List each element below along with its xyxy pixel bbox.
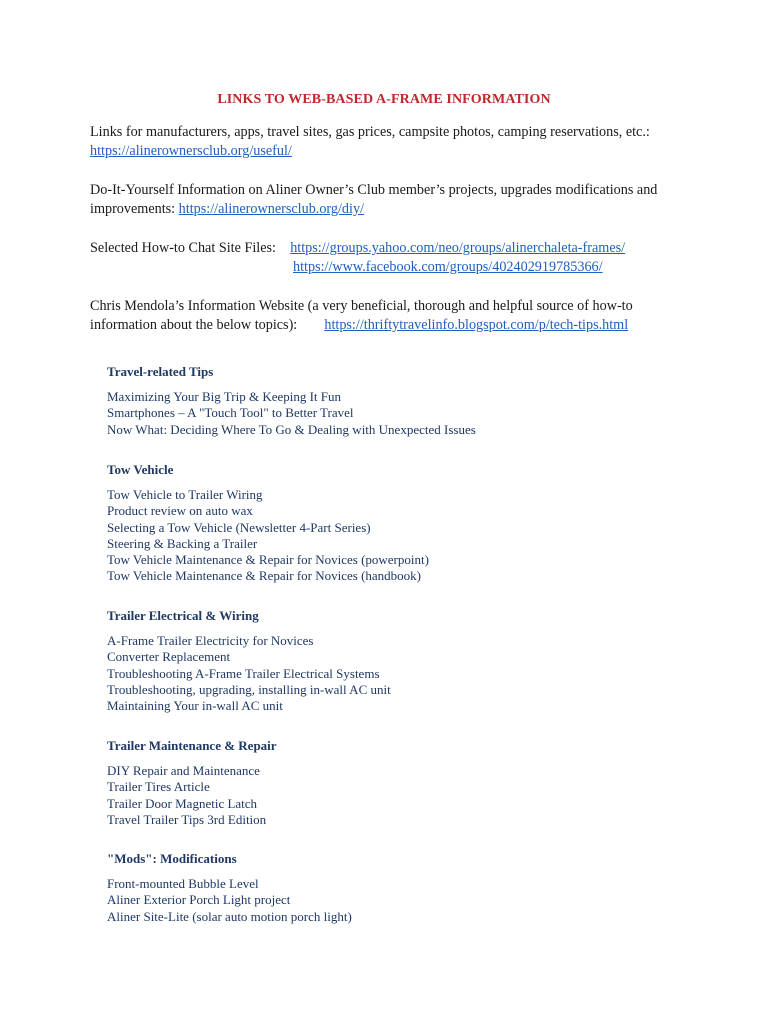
list-item[interactable]: Steering & Backing a Trailer — [107, 535, 258, 551]
thrifty-travel-link[interactable]: https://thriftytravelinfo.blogspot.com/p/tech-tips.html — [324, 317, 629, 333]
useful-links-paragraph — [90, 123, 690, 161]
section-title: Tow Vehicle — [107, 462, 174, 477]
list-item[interactable]: Troubleshooting A-Frame Trailer Electrical Systems — [107, 665, 380, 681]
list-item[interactable]: Product review on auto wax — [107, 503, 253, 519]
list-item[interactable]: Maintaining Your in-wall AC unit — [107, 698, 283, 714]
section-title: Trailer Maintenance & Repair — [107, 738, 277, 753]
list-item[interactable]: Trailer Tires Article — [107, 779, 210, 795]
section-travel-tips — [107, 364, 667, 438]
list-item[interactable]: A-Frame Trailer Electricity for Novices — [107, 633, 314, 648]
list-item[interactable]: Smartphones – A "Touch Tool" to Better Travel — [107, 405, 354, 421]
list-item[interactable]: Selecting a Tow Vehicle (Newsletter 4-Part Series) — [107, 519, 371, 535]
yahoo-group-link[interactable]: https://groups.yahoo.com/neo/groups/alinerchaleta-frames/ — [290, 240, 626, 256]
list-item[interactable]: Front-mounted Bubble Level — [107, 876, 259, 891]
section-trailer-maintenance — [107, 738, 667, 828]
list-item[interactable]: Aliner Exterior Porch Light project — [107, 892, 291, 908]
facebook-group-link[interactable]: https://www.facebook.com/groups/402402919785366/ — [293, 259, 603, 275]
chat-paragraph — [90, 239, 690, 277]
list-item[interactable]: Converter Replacement — [107, 649, 231, 665]
section-trailer-electrical — [107, 608, 667, 714]
list-item[interactable]: DIY Repair and Maintenance — [107, 763, 260, 778]
list-item[interactable]: Tow Vehicle to Trailer Wiring — [107, 487, 263, 502]
section-title: Travel-related Tips — [107, 364, 214, 379]
chris-text: Chris Mendola’s Information Website (a very beneficial, thorough and helpful source of how-to information about the below topics): — [90, 298, 633, 333]
diy-text: Do-It-Yourself Information on Aliner Owner’s Club member’s projects, upgrades modifications and improvements: — [90, 182, 658, 217]
list-item[interactable]: Travel Trailer Tips 3rd Edition — [107, 811, 267, 827]
chat-text: Selected How-to Chat Site Files: — [90, 240, 276, 256]
list-item[interactable]: Tow Vehicle Maintenance & Repair for Novices (handbook) — [107, 568, 421, 584]
list-item[interactable]: Now What: Deciding Where To Go & Dealing with Unexpected Issues — [107, 421, 476, 437]
page-title: LINKS TO WEB-BASED A-FRAME INFORMATION — [217, 92, 551, 107]
list-item[interactable]: Aliner Site-Lite (solar auto motion porch light) — [107, 908, 352, 924]
diy-link[interactable]: https://alinerownersclub.org/diy/ — [178, 201, 365, 217]
list-item[interactable]: Troubleshooting, upgrading, installing in-wall AC unit — [107, 681, 391, 697]
section-tow-vehicle — [107, 462, 667, 585]
section-title: Trailer Electrical & Wiring — [107, 608, 259, 623]
diy-paragraph — [90, 181, 690, 219]
useful-link[interactable]: https://alinerownersclub.org/useful/ — [90, 143, 292, 159]
list-item[interactable]: Trailer Door Magnetic Latch — [107, 795, 258, 811]
section-mods — [107, 851, 667, 925]
chris-paragraph — [90, 297, 690, 335]
list-item[interactable]: Tow Vehicle Maintenance & Repair for Novices (powerpoint) — [107, 552, 429, 568]
list-item[interactable]: Maximizing Your Big Trip & Keeping It Fun — [107, 389, 342, 404]
section-title: "Mods": Modifications — [107, 851, 237, 866]
useful-links-text: Links for manufacturers, apps, travel sites, gas prices, campsite photos, camping reservations, etc.: — [90, 124, 650, 140]
